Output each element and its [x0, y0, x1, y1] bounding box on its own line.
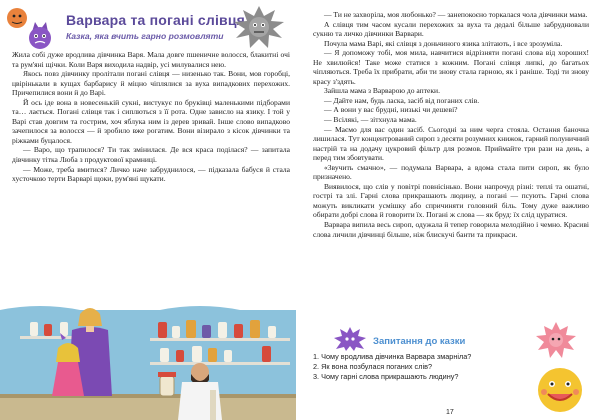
creatures-illustration-bottom [520, 318, 598, 418]
page-number: 17 [446, 409, 454, 416]
story-subtitle: Казка, яка вчить гарно розмовляти [66, 31, 224, 41]
paragraph: Варвара випила весь сироп, одужала й тепер говорила мелодійно і чемно. Красиві слова личили дівчинці більше, ніж блискучі банти та прикраси. [313, 220, 589, 239]
question-item: 3. Чому гарні слова прикрашають людину? [313, 372, 459, 381]
yellow-smiling-creature-icon [538, 368, 582, 412]
paragraph: А слівця тим часом кусали перехожих за вуха та дедалі більше забруднювали сукню та личко дівчинки Варвари. [313, 19, 589, 39]
paragraph: Якось повз дівчинку пролітали погані слівця — низенько так. Вони, мов горобці, цвірінькали в кущах барбарису й міцно чіплялися за вуха випадкових перехожих. Причепилися вони й до Варі. [12, 69, 290, 98]
question-item: 1. Чому вродлива дівчинка Варвара змарніла? [313, 352, 472, 361]
paragraph: — Всілякі, — зітхнула мама. [324, 115, 417, 125]
paragraph: — Може, треба вмитися? Личко наче забруднилося, — підказала бабуся й стала хусточкою терти Варварі щоки, рум'яні щукати. [12, 164, 290, 184]
left-column-text [12, 50, 290, 184]
paragraph: — Ти не захворіла, моя любонько? — занепокоєно торкалася чола дівчинки мама. [324, 10, 588, 19]
paragraph: — Варо, що трапилося? Ти так змінилася. Де вся краса поділася? — запитала дівчинку тітка Люба з продуктової крамниці. [12, 145, 290, 165]
questions-list [313, 352, 543, 382]
questions-heading: Запитання до казки [373, 336, 466, 347]
question-item: 2. Як вона позбулася поганих слів? [313, 362, 433, 371]
creatures-illustration-top [2, 4, 62, 54]
paragraph: — Дайте нам, будь ласка, засіб від поганих слів. [324, 95, 480, 105]
paragraph: Почула мама Варі, які слівця з доньчиного язика злітають, і все зрозуміла. [324, 38, 563, 48]
paragraph: — Маємо для вас один засіб. Сьогодні за ним черга стояла. Остання баночка лишилася. Тут концентрований сироп з десяти розумних книжок, гарний полуничний настрій та на додачу цукровий фільтр для розмов. Приймайте три рази на день, а перед тим збовтувати. [313, 124, 589, 163]
pharmacy-illustration [0, 300, 296, 420]
purple-devil-icon [29, 22, 51, 49]
paragraph: — А вони у вас бруднi, низькі чи дешеві? [324, 105, 458, 115]
pink-spiky-creature-icon [536, 322, 576, 358]
gray-spiky-creature-icon [228, 4, 290, 50]
paragraph: — Я допоможу тобі, моя мила, навчитися відрізняти погані слова від хороших! Не хвилюйся! Таке може статися з кожним. Погані слівця липкі, до багатьох чіпляються. Треба їх прибрати, аби ти знову стала гарною, як і раніше. Тоді ти знову красу з'здять. [313, 48, 589, 86]
purple-spiky-creature-icon [333, 326, 367, 352]
paragraph: Й ось іде вона в новесенькій сукні, вистукує по бруківці маленькими підборами та… лається. Погані слівця так і сиплються з її рота. Одне зависло на язику. І той у Варі став довгим та гострим, хоч яблука ним із дерев зривай. Інше слово випадково зачепилося за волосся — й зробило вже рогатим. Вони візирало з кісок дівчинки та ріжками буцалося. [12, 97, 290, 145]
paragraph: Виявилося, що слів у повітрі повнісінько. Вони напрочуд різні: теплі та ошатні, гострі та злі. Гарні слова прикрашають людину, а погані — псують. Гарні слова можуть викликати усмішку або спричиняти головний біль. Тому дуже важливо обирати добрі слова й говорити їх. Погані ж слова — як бруд: їх слід цуратися. [313, 181, 589, 220]
story-title: Варвара та погані слівця [66, 12, 246, 28]
paragraph: Жила собі дуже вродлива дівчинка Варя. Мала довге пшеничне волосся, блакитні очі та рум'яні щічки. Коли Варя виходила надвір, усі милувалися нею. [12, 50, 290, 69]
syrup-jar-icon [158, 372, 176, 396]
paragraph: Зайшла мама з Варварою до аптеки. [324, 86, 440, 96]
orange-ball-icon [7, 8, 27, 28]
paragraph: «Звучить смачно», — подумала Варвара, а вдома стала пити сироп, як було призначено. [313, 162, 589, 182]
right-column-text [313, 10, 589, 239]
